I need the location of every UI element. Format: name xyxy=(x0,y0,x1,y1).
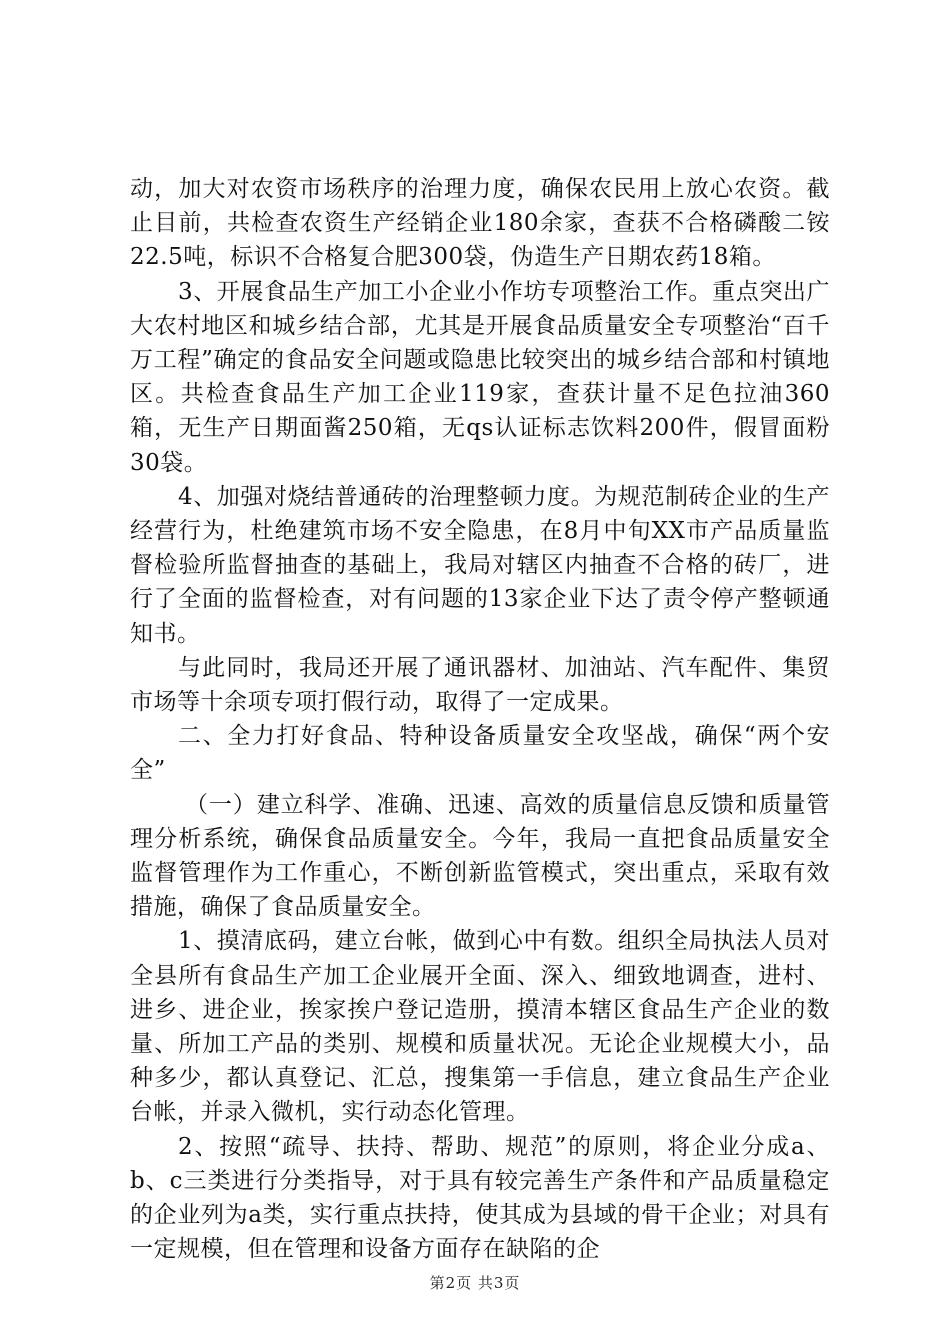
subsection-heading-1: （一）建立科学、准确、迅速、高效的质量信息反馈和质量管理分析系统，确保食品质量安全。今年，我局一直把食品质量安全监督管理作为工作重心，不断创新监管模式，突出重点，采取有效措施，确保了食品质量安全。 xyxy=(130,791,830,921)
paragraph-continuation: 动，加大对农资市场秩序的治理力度，确保农民用上放心农资。截止目前，共检查农资生产经销企业180余家，查获不合格磷酸二铵22.5吨，标识不合格复合肥300袋，伪造生产日期农药18箱。 xyxy=(130,176,830,271)
document-body xyxy=(130,172,830,1267)
page-number-footer: 第2页 共3页 xyxy=(429,1274,521,1292)
paragraph-item-3: 3、开展食品生产加工小企业小作坊专项整治工作。重点突出广大农村地区和城乡结合部，尤其是开展食品质量安全专项整治“百千万工程”确定的食品安全问题或隐患比较突出的城乡结合部和村镇地区。共检查食品生产加工企业119家，查获计量不足色拉油360箱，无生产日期面酱250箱，无qs认证标志饮料200件，假冒面粉30袋。 xyxy=(130,278,830,476)
paragraph-item-1: 1、摸清底码，建立台帐，做到心中有数。组织全局执法人员对全县所有食品生产加工企业展开全面、深入、细致地调查，进村、进乡、进企业，挨家挨户登记造册，摸清本辖区食品生产企业的数量、所加工产品的类别、规模和质量状况。无论企业规模大小，品种多少，都认真登记、汇总，搜集第一手信息，建立食品生产企业台帐，并录入微机，实行动态化管理。 xyxy=(130,928,830,1126)
paragraph-meanwhile: 与此同时，我局还开展了通讯器材、加油站、汽车配件、集贸市场等十余项专项打假行动，取得了一定成果。 xyxy=(130,654,830,716)
paragraph-item-4: 4、加强对烧结普通砖的治理整顿力度。为规范制砖企业的生产经营行为，杜绝建筑市场不安全隐患，在8月中旬XX市产品质量监督检验所监督抽查的基础上，我局对辖区内抽查不合格的砖厂，进行了全面的监督检查，对有问题的13家企业下达了责令停产整顿通知书。 xyxy=(130,483,830,647)
paragraph-item-2: 2、按照“疏导、扶持、帮助、规范”的原则，将企业分成a、b、c三类进行分类指导，对于具有较完善生产条件和产品质量稳定的企业列为a类，实行重点扶持，使其成为县域的骨干企业；对具有一定规模，但在管理和设备方面存在缺陷的企 xyxy=(130,1133,830,1263)
section-heading-2: 二、全力打好食品、特种设备质量安全攻坚战，确保“两个安全” xyxy=(130,723,830,784)
